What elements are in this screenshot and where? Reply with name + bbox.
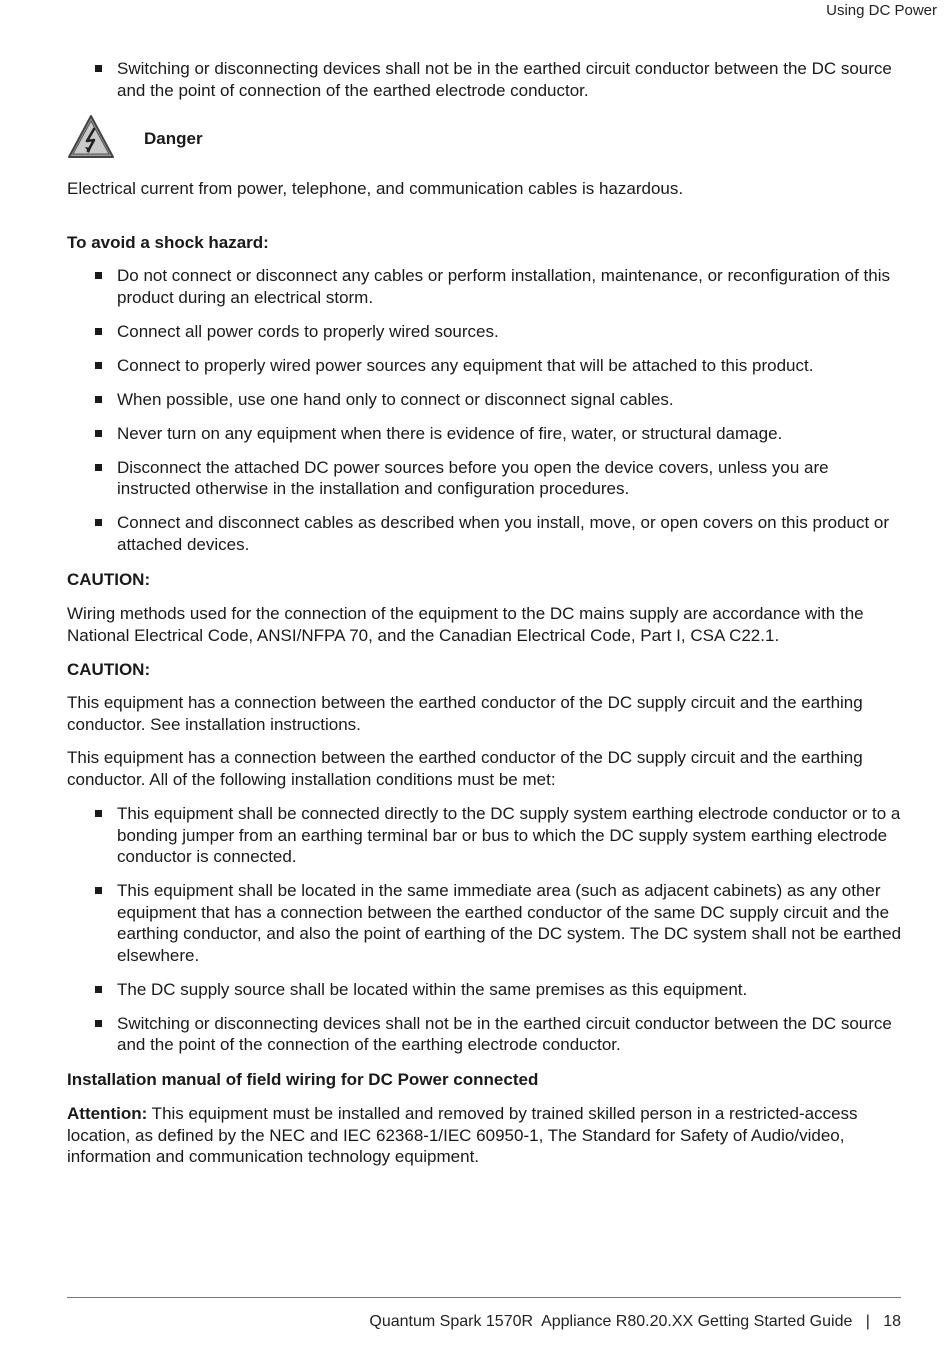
square-bullet-icon bbox=[95, 1020, 102, 1027]
square-bullet-icon bbox=[95, 430, 102, 437]
caution-text: This equipment has a connection between the earthed conductor of the DC supply circuit and the earthing conductor. See installation instructions. bbox=[67, 693, 863, 734]
list-item: Disconnect the attached DC power sources before you open the device covers, unless you are instructed otherwise in the installation and configuration procedures. bbox=[95, 457, 905, 500]
square-bullet-icon bbox=[95, 464, 102, 471]
square-bullet-icon bbox=[95, 887, 102, 894]
list-item: This equipment shall be located in the same immediate area (such as adjacent cabinets) as any other equipment that has a connection between the earthed conductor of the same DC supply circuit and the earthing conductor, and also the point of earthing of the DC system. The DC system shall not be earthed elsewhere. bbox=[95, 880, 905, 966]
page-header-section: Using DC Power bbox=[826, 2, 937, 19]
attention-text: This equipment must be installed and removed by trained skilled person in a restricted-access location, as defined by the NEC and IEC 62368-1/IEC 60950-1, The Standard for Safety of Audio/video, information and communication technology equipment. bbox=[67, 1104, 858, 1166]
square-bullet-icon bbox=[95, 362, 102, 369]
square-bullet-icon bbox=[95, 986, 102, 993]
conditions-intro: This equipment has a connection between the earthed conductor of the DC supply circuit and the earthing conductor. All of the following installation conditions must be met: bbox=[67, 748, 863, 789]
caution-heading: CAUTION: bbox=[67, 660, 151, 679]
caution-heading: CAUTION: bbox=[67, 570, 151, 589]
shock-bullet-list bbox=[95, 265, 905, 555]
conditions-bullet-list bbox=[95, 803, 905, 1056]
list-item: This equipment shall be connected directly to the DC supply system earthing electrode conductor or to a bonding jumper from an earthing terminal bar or bus to which the DC supply system earthing electrode conductor is connected. bbox=[95, 803, 905, 868]
top-bullet-list bbox=[95, 58, 905, 101]
list-item: Connect and disconnect cables as described when you install, move, or open covers on this product or attached devices. bbox=[95, 512, 905, 555]
footer-text: Quantum Spark 1570R Appliance R80.20.XX Getting Started Guide | 18 bbox=[369, 1313, 901, 1330]
square-bullet-icon bbox=[95, 810, 102, 817]
list-item: Switching or disconnecting devices shall not be in the earthed circuit conductor between the DC source and the point of the connection of the earthing electrode conductor. bbox=[95, 1013, 905, 1056]
list-item: Switching or disconnecting devices shall not be in the earthed circuit conductor between the DC source and the point of connection of the earthed electrode conductor. bbox=[95, 58, 905, 101]
installation-heading: Installation manual of field wiring for DC Power connected bbox=[67, 1070, 539, 1089]
electrical-hazard-warning-icon bbox=[67, 114, 115, 160]
square-bullet-icon bbox=[95, 396, 102, 403]
list-item: The DC supply source shall be located within the same premises as this equipment. bbox=[95, 979, 905, 1001]
square-bullet-icon bbox=[95, 272, 102, 279]
danger-label: Danger bbox=[144, 129, 203, 148]
attention-paragraph bbox=[67, 1103, 902, 1168]
square-bullet-icon bbox=[95, 519, 102, 526]
list-item: Connect all power cords to properly wired sources. bbox=[95, 321, 905, 343]
list-item: Never turn on any equipment when there is evidence of fire, water, or structural damage. bbox=[95, 423, 905, 445]
list-item: Connect to properly wired power sources any equipment that will be attached to this product. bbox=[95, 355, 905, 377]
list-item: When possible, use one hand only to connect or disconnect signal cables. bbox=[95, 389, 905, 411]
danger-text: Electrical current from power, telephone, and communication cables is hazardous. bbox=[67, 179, 684, 198]
attention-label: Attention: bbox=[67, 1104, 148, 1123]
square-bullet-icon bbox=[95, 328, 102, 335]
caution-text: Wiring methods used for the connection of the equipment to the DC mains supply are accordance with the National Electrical Code, ANSI/NFPA 70, and the Canadian Electrical Code, Part I, CSA C22.1. bbox=[67, 604, 864, 645]
list-item: Do not connect or disconnect any cables or perform installation, maintenance, or reconfiguration of this product during an electrical storm. bbox=[95, 265, 905, 308]
footer-divider bbox=[67, 1297, 901, 1298]
shock-hazard-heading: To avoid a shock hazard: bbox=[67, 233, 269, 252]
square-bullet-icon bbox=[95, 65, 102, 72]
